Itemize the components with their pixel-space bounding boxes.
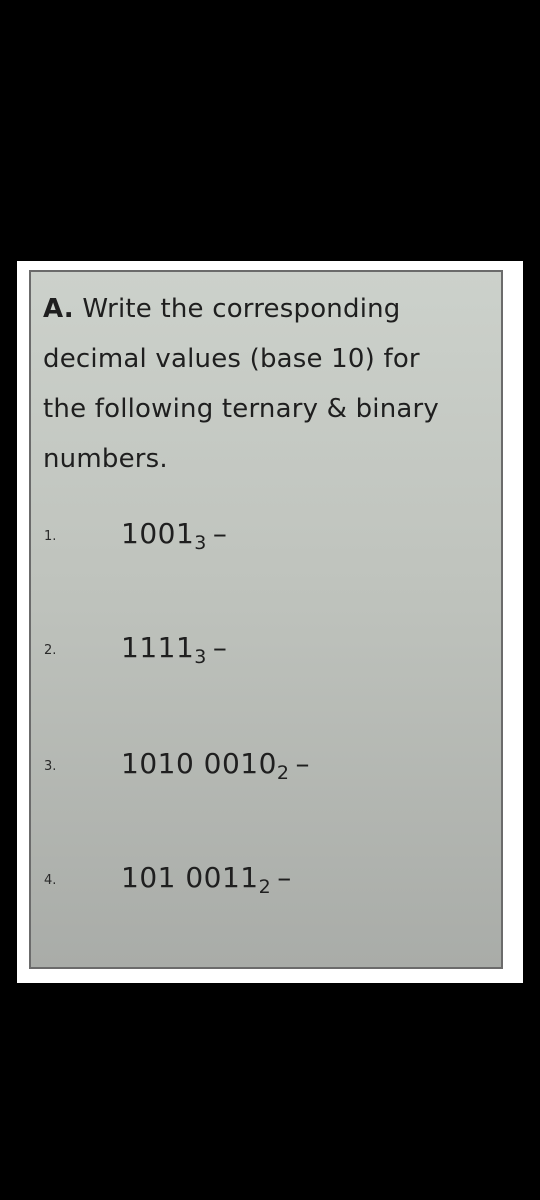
instruction-line-1: Write the corresponding — [82, 294, 401, 324]
base-subscript: 2 — [258, 876, 272, 898]
digits: 1010 0010 — [121, 747, 277, 780]
base-subscript: 2 — [276, 762, 290, 784]
instruction-heading — [43, 284, 495, 484]
instruction-line-2: decimal values (base 10) for — [43, 344, 420, 374]
section-letter: A. — [43, 294, 74, 324]
base-subscript: 3 — [194, 532, 207, 554]
list-item — [31, 517, 501, 557]
item-number: 2. — [44, 643, 57, 658]
worksheet-panel — [29, 270, 503, 969]
instruction-line-3: the following ternary & binary — [43, 394, 440, 424]
answer-dash: – — [212, 517, 228, 550]
number-expression — [121, 747, 311, 784]
digits: 1001 — [121, 517, 195, 550]
answer-dash: – — [212, 631, 228, 664]
list-item — [31, 631, 501, 671]
instruction-line-4: numbers. — [43, 444, 168, 474]
digits: 101 0011 — [121, 861, 259, 894]
item-number: 4. — [44, 873, 57, 888]
number-expression — [121, 861, 292, 898]
list-item — [31, 861, 501, 901]
number-expression — [121, 517, 228, 554]
answer-dash: – — [277, 861, 292, 894]
number-expression — [121, 631, 228, 668]
list-item — [31, 747, 501, 787]
digits: 1111 — [121, 631, 195, 664]
item-number: 3. — [44, 759, 57, 774]
base-subscript: 3 — [194, 646, 207, 668]
item-number: 1. — [44, 529, 57, 544]
answer-dash: – — [295, 747, 311, 780]
